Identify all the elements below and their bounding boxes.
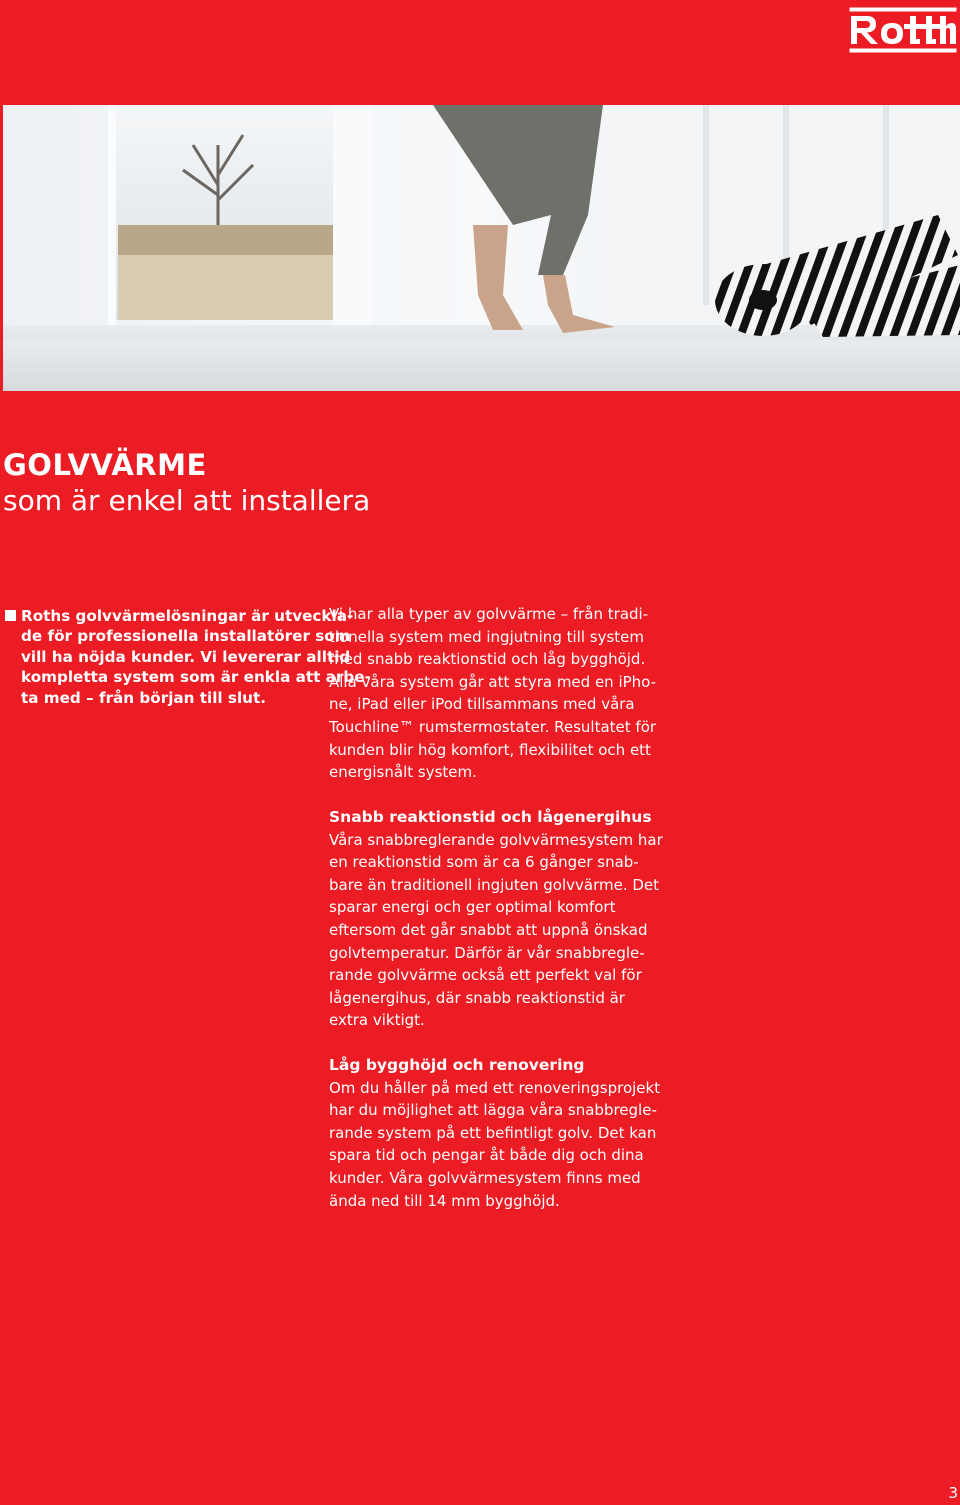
body-line: har du möjlighet att lägga våra snabbregle- — [329, 1101, 657, 1120]
section-renovation — [329, 1054, 661, 1212]
page-subtitle: som är enkel att installera — [3, 484, 371, 517]
body-line: golvtemperatur. Därför är vår snabbregle- — [329, 943, 645, 962]
body-line: spara tid och pengar åt både dig och dina — [329, 1146, 644, 1165]
page-title: GOLVVÄRME — [3, 448, 207, 482]
body-line: rande system på ett befintligt golv. Det kan — [329, 1123, 657, 1142]
body-paragraph — [329, 603, 657, 784]
intro-line: de för professionella installatörer som — [21, 627, 351, 646]
intro-line: Roths golvvärmelösningar är utveckla- — [21, 607, 354, 625]
page-number: 3 — [948, 1484, 958, 1502]
body-line: en reaktionstid som är ca 6 gånger snab- — [329, 853, 639, 872]
body-line: Vi har alla typer av golvvärme – från tradi- — [329, 605, 649, 623]
body-line: Alla våra system går att styra med en iPho- — [329, 672, 657, 691]
body-line: kunden blir hög komfort, flexibilitet och ett — [329, 740, 651, 759]
body-line: ända ned till 14 mm bygghöjd. — [329, 1191, 560, 1210]
intro-line: vill ha nöjda kunder. Vi levererar alltid — [21, 647, 351, 666]
section-fast-response — [329, 806, 663, 1032]
intro-text — [21, 606, 371, 708]
body-line: Våra snabbreglerande golvvärmesystem har — [329, 830, 663, 849]
body-line: med snabb reaktionstid och låg bygghöjd. — [329, 650, 646, 669]
body-line: kunder. Våra golvvärmesystem finns med — [329, 1168, 641, 1187]
hero-photo — [3, 105, 960, 391]
intro-line: ta med – från början till slut. — [21, 688, 267, 707]
body-line: lågenergihus, där snabb reaktionstid är — [329, 988, 625, 1007]
body-line: tionella system med ingjutning till system — [329, 627, 644, 646]
body-line: Touchline™ rumstermostater. Resultatet för — [329, 717, 657, 736]
body-line: energisnålt system. — [329, 763, 477, 782]
intro-line: kompletta system som är enkla att arbe- — [21, 668, 371, 687]
body-line: sparar energi och ger optimal komfort — [329, 898, 616, 917]
roth-logo — [848, 6, 958, 54]
body-line: ne, iPad eller iPod tillsammans med våra — [329, 695, 635, 714]
body-line: bare än traditionell ingjuten golvvärme. Det — [329, 875, 660, 894]
body-line: rande golvvärme också ett perfekt val för — [329, 966, 642, 985]
section-heading: Snabb reaktionstid och lågenergihus — [329, 808, 652, 826]
heading-block — [3, 446, 370, 518]
section-heading: Låg bygghöjd och renovering — [329, 1056, 585, 1074]
body-line: extra viktigt. — [329, 1011, 425, 1030]
body-line: eftersom det går snabbt att uppnå önskad — [329, 920, 648, 939]
bullet-square-icon — [5, 610, 16, 621]
body-line: Om du håller på med ett renoveringsprojekt — [329, 1078, 661, 1097]
